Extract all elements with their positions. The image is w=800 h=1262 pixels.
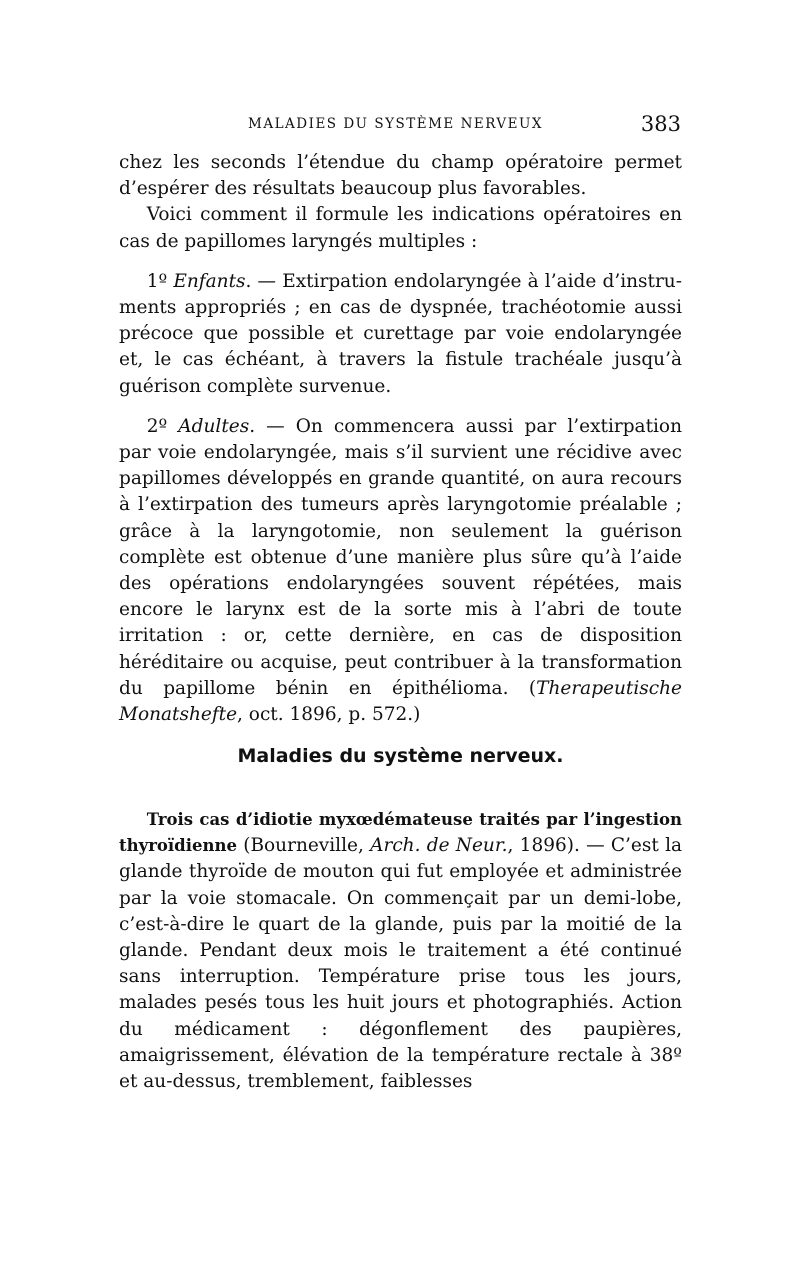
list-number: 2º xyxy=(146,415,179,437)
section-heading: Maladies du système nerveux. xyxy=(237,745,564,767)
running-title: MALADIES DU SYSTÈME NERVEUX xyxy=(248,116,544,132)
list-text: . — On commencera aussi par l’extirpation par voie endolaryngée, mais s’il survient une récidive avec papillomes développés en grande quantité, on aura recours à l’extirpation des tumeurs après laryngotomie préalable ; grâce à la laryngotomie, non seulement la guérison complète est obtenue d’une manière plus sûre qu’à l’aide des opérations endolaryngées souvent répétées, mais encore le larynx est de la sorte mis à l’abri de toute irritation : or, cette dernière, en cas de disposition héréditaire ou acquise, peut contribuer à la transformation du papillome bénin en épithélioma. ( xyxy=(119,415,682,699)
citation-rest: , 1896). — xyxy=(507,835,611,857)
article xyxy=(119,807,682,1095)
list-title: Enfants xyxy=(173,270,246,292)
running-header xyxy=(118,112,681,140)
paragraph-continuation: chez les seconds l’étendue du champ opératoire permet d’espérer des résultats beaucoup plus favorables. xyxy=(119,152,682,200)
article-text: C’est la glande thyroïde de mouton qui fut employée et administrée par la voie stomacale. On commençait par un demi-lobe, c’est-à-dire le quart de la glande, puis par la moitié de la glande. Pendant deux mois le traitement a été continué sans interruption. Température prise tous les jours, malades pesés tous les huit jours et photographiés. Action du médicament : dégonflement des paupières, amaigrissement, élévation de la température rectale à 38º et au-dessus, tremblement, faiblesses xyxy=(119,835,683,1093)
source-details: , oct. 1896, p. 572.) xyxy=(237,704,421,726)
citation-journal: Arch. de Neur. xyxy=(370,835,508,857)
list-title: Adultes xyxy=(178,415,250,437)
body-text xyxy=(119,150,682,728)
paragraph-enfants xyxy=(119,269,682,400)
source-title: Therapeutische Monatshefte xyxy=(119,677,682,726)
list-number: 1º xyxy=(146,270,174,292)
page-number: 383 xyxy=(640,112,681,136)
article-paragraph xyxy=(119,807,682,1095)
article-title: Trois cas d’idiotie myxœdémateuse traités par l’ingestion thyroïdienne xyxy=(119,810,682,856)
paragraph-adultes xyxy=(119,414,682,728)
paragraph-intro: Voici comment il formule les indications opératoires en cas de papillomes laryngés multiples : xyxy=(119,204,682,252)
citation-open: (Bourneville, xyxy=(236,835,371,857)
list-text: . — Extirpation endolaryngée à l’aide d’instruments appropriés ; en cas de dyspnée, trachéotomie aussi précoce que possible et curettage par voie endolaryngée et, le cas échéant, à travers la fistule trachéale jusqu’à guérison complète survenue. xyxy=(119,270,682,397)
